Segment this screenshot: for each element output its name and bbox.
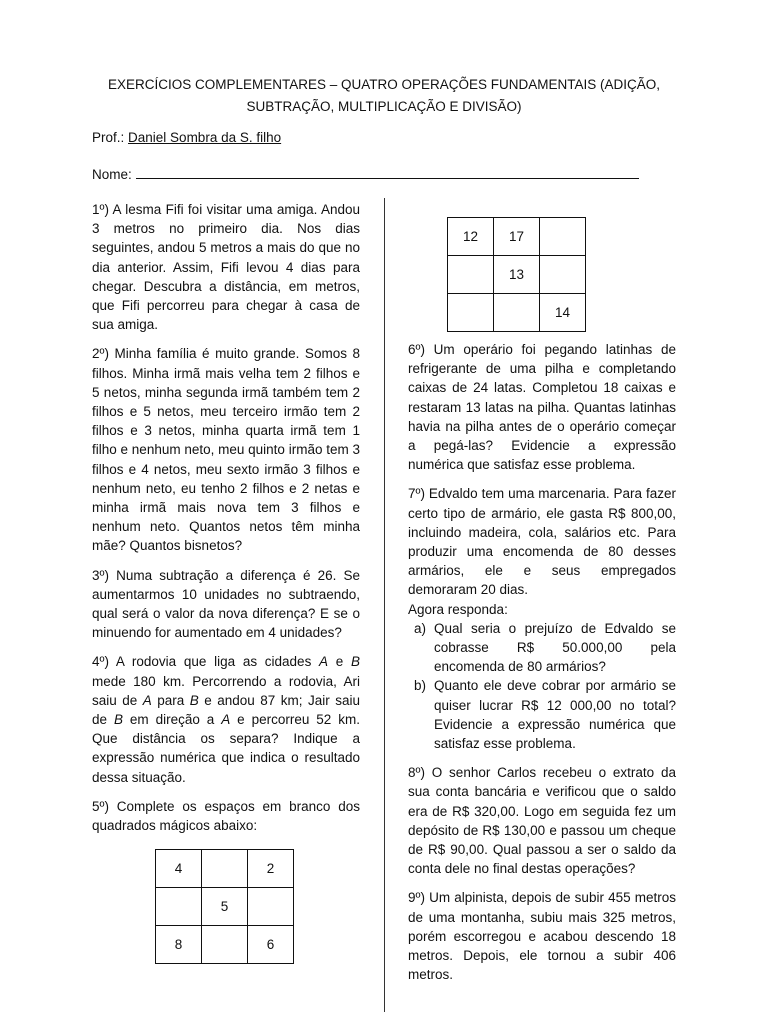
magic-square-row: [448, 256, 586, 294]
magic-square-2: [447, 217, 586, 332]
q4-city-b: B: [189, 692, 199, 708]
q4-text-1: 4º) A rodovia que liga as cidades: [92, 654, 320, 670]
magic-square-row: [156, 850, 294, 888]
magic-cell[interactable]: [202, 850, 248, 888]
magic-cell: 6: [248, 926, 294, 964]
magic-square-row: [156, 926, 294, 964]
magic-cell: 4: [156, 850, 202, 888]
question-2: 2º) Minha família é muito grande. Somos 8 filhos. Minha irmã mais velha tem 2 filhos e 5 netos, minha segunda irmã também tem 2 filhos e 5 netos, meu terceiro irmão tem 2 filhos e 3 netos, minha quarta irmã tem 1 filho e nenhum neto, meu quinto irmão tem 3 filhos e 4 netos, meu sexto irmão 3 filhos e nenhum neto, eu tenho 2 filhos e 2 netas e minha irmã mais nova tem 3 filhos e nenhum neto. Quantos netos têm minha mãe? Quantos bisnetos?: [92, 346, 360, 554]
magic-cell: 12: [448, 218, 494, 256]
question-5: 5º) Complete os espaços em branco dos quadrados mágicos abaixo:: [92, 798, 360, 834]
magic-cell[interactable]: [540, 218, 586, 256]
question-3: 3º) Numa subtração a diferença é 26. Se aumentarmos 10 unidades no subtraendo, qual será o valor da nova diferença? E se o minuendo for aumentado em 4 unidades?: [92, 567, 360, 641]
q4-text-7: e percorreu 52 km. Que distância os separa? Indique a expressão numérica que indica o resultado dessa situação.: [92, 712, 360, 785]
magic-cell: 8: [156, 926, 202, 964]
magic-cell[interactable]: [540, 256, 586, 294]
nome-label: Nome:: [92, 167, 132, 182]
right-column: [408, 340, 676, 995]
question-9: 9º) Um alpinista, depois de subir 455 metros de uma montanha, subiu mais 325 metros, porém escorregou e acabou descendo 18 metros. Depois, ele tornou a subir 406 metros.: [408, 890, 676, 983]
question-4: [92, 652, 360, 786]
question-7: [408, 484, 676, 753]
magic-cell[interactable]: [448, 294, 494, 332]
q4-city-b: B: [350, 654, 360, 670]
q4-text-6: em direção a: [122, 712, 222, 728]
q4-text-5: e andou 87 km; Jair saiu de: [92, 692, 360, 728]
magic-square-row: [448, 294, 586, 332]
q7-a-label: a): [414, 620, 427, 636]
question-1: 1º) A lesma Fifi foi visitar uma amiga. Andou 3 metros no primeiro dia. Nos dias seguintes, andou 5 metros a mais do que no dia anterior. Assim, Fifi levou 4 dias para chegar. Descubra a distância, em metros, que Fifi percorreu para chegar à casa de sua amiga.: [92, 202, 360, 333]
q4-city-a: A: [142, 692, 152, 708]
magic-cell[interactable]: [156, 888, 202, 926]
teacher-line: [92, 130, 281, 145]
column-divider: [384, 198, 385, 1012]
title-line-1: EXERCÍCIOS COMPLEMENTARES – QUATRO OPERAÇÕES FUNDAMENTAIS (ADIÇÃO,: [107, 77, 661, 92]
magic-square-1: [155, 849, 294, 964]
student-name-line: [92, 165, 639, 182]
question-6: 6º) Um operário foi pegando latinhas de refrigerante de uma pilha e completando caixas de 24 latas. Completou 18 caixas e restaram 13 latas na pilha. Quantas latinhas havia na pilha antes de o operário começar a pegá-las? Evidencie a expressão numérica que satisfaz esse problema.: [408, 342, 676, 473]
prof-name: Daniel Sombra da S. filho: [128, 130, 282, 145]
magic-square-row: [156, 888, 294, 926]
magic-cell[interactable]: [448, 256, 494, 294]
title-line-2: SUBTRAÇÃO, MULTIPLICAÇÃO E DIVISÃO): [246, 99, 522, 114]
magic-square-row: [448, 218, 586, 256]
q4-city-b: B: [113, 712, 123, 728]
magic-cell[interactable]: [202, 926, 248, 964]
page-title: [90, 74, 678, 118]
q7-intro: 7º) Edvaldo tem uma marcenaria. Para fazer certo tipo de armário, ele gasta R$ 800,00, incluindo madeira, cola, salários etc. Para produzir uma encomenda de 80 desses armários, ele e seus empregados demoraram 20 dias.: [408, 486, 676, 598]
magic-cell: 5: [202, 888, 248, 926]
q4-city-a: A: [221, 712, 231, 728]
magic-cell: 17: [494, 218, 540, 256]
q7-item-b: [408, 676, 676, 753]
q4-text-4: para: [151, 692, 190, 708]
question-8: 8º) O senhor Carlos recebeu o extrato da sua conta bancária e verificou que o saldo era de R$ 320,00. Logo em seguida fez um depósito de R$ 130,00 e passou um cheque de R$ 90,00. Qual passou a ser o saldo da conta dele no final destas operações?: [408, 765, 676, 877]
name-blank[interactable]: [136, 165, 639, 179]
magic-cell: 14: [540, 294, 586, 332]
prof-label: Prof.:: [92, 130, 125, 145]
left-column: [92, 200, 360, 845]
q4-text-3: mede 180 km. Percorrendo a rodovia, Ari saiu de: [92, 673, 360, 708]
q7-item-a: [408, 619, 676, 677]
magic-cell: 2: [248, 850, 294, 888]
q7-ask: Agora responda:: [408, 601, 508, 617]
magic-cell: 13: [494, 256, 540, 294]
q7-b-label: b): [414, 678, 427, 694]
q7-a-text: Qual seria o prejuízo de Edvaldo se cobrasse R$ 50.000,00 pela encomenda de 80 armários?: [434, 620, 676, 675]
magic-cell[interactable]: [248, 888, 294, 926]
q4-city-a: A: [319, 654, 329, 670]
magic-cell[interactable]: [494, 294, 540, 332]
q4-text-2: e: [328, 654, 351, 670]
q7-b-text: Quanto ele deve cobrar por armário se quiser lucrar R$ 12 000,00 no total? Evidencie a expressão numérica que satisfaz esse problema.: [434, 678, 676, 752]
